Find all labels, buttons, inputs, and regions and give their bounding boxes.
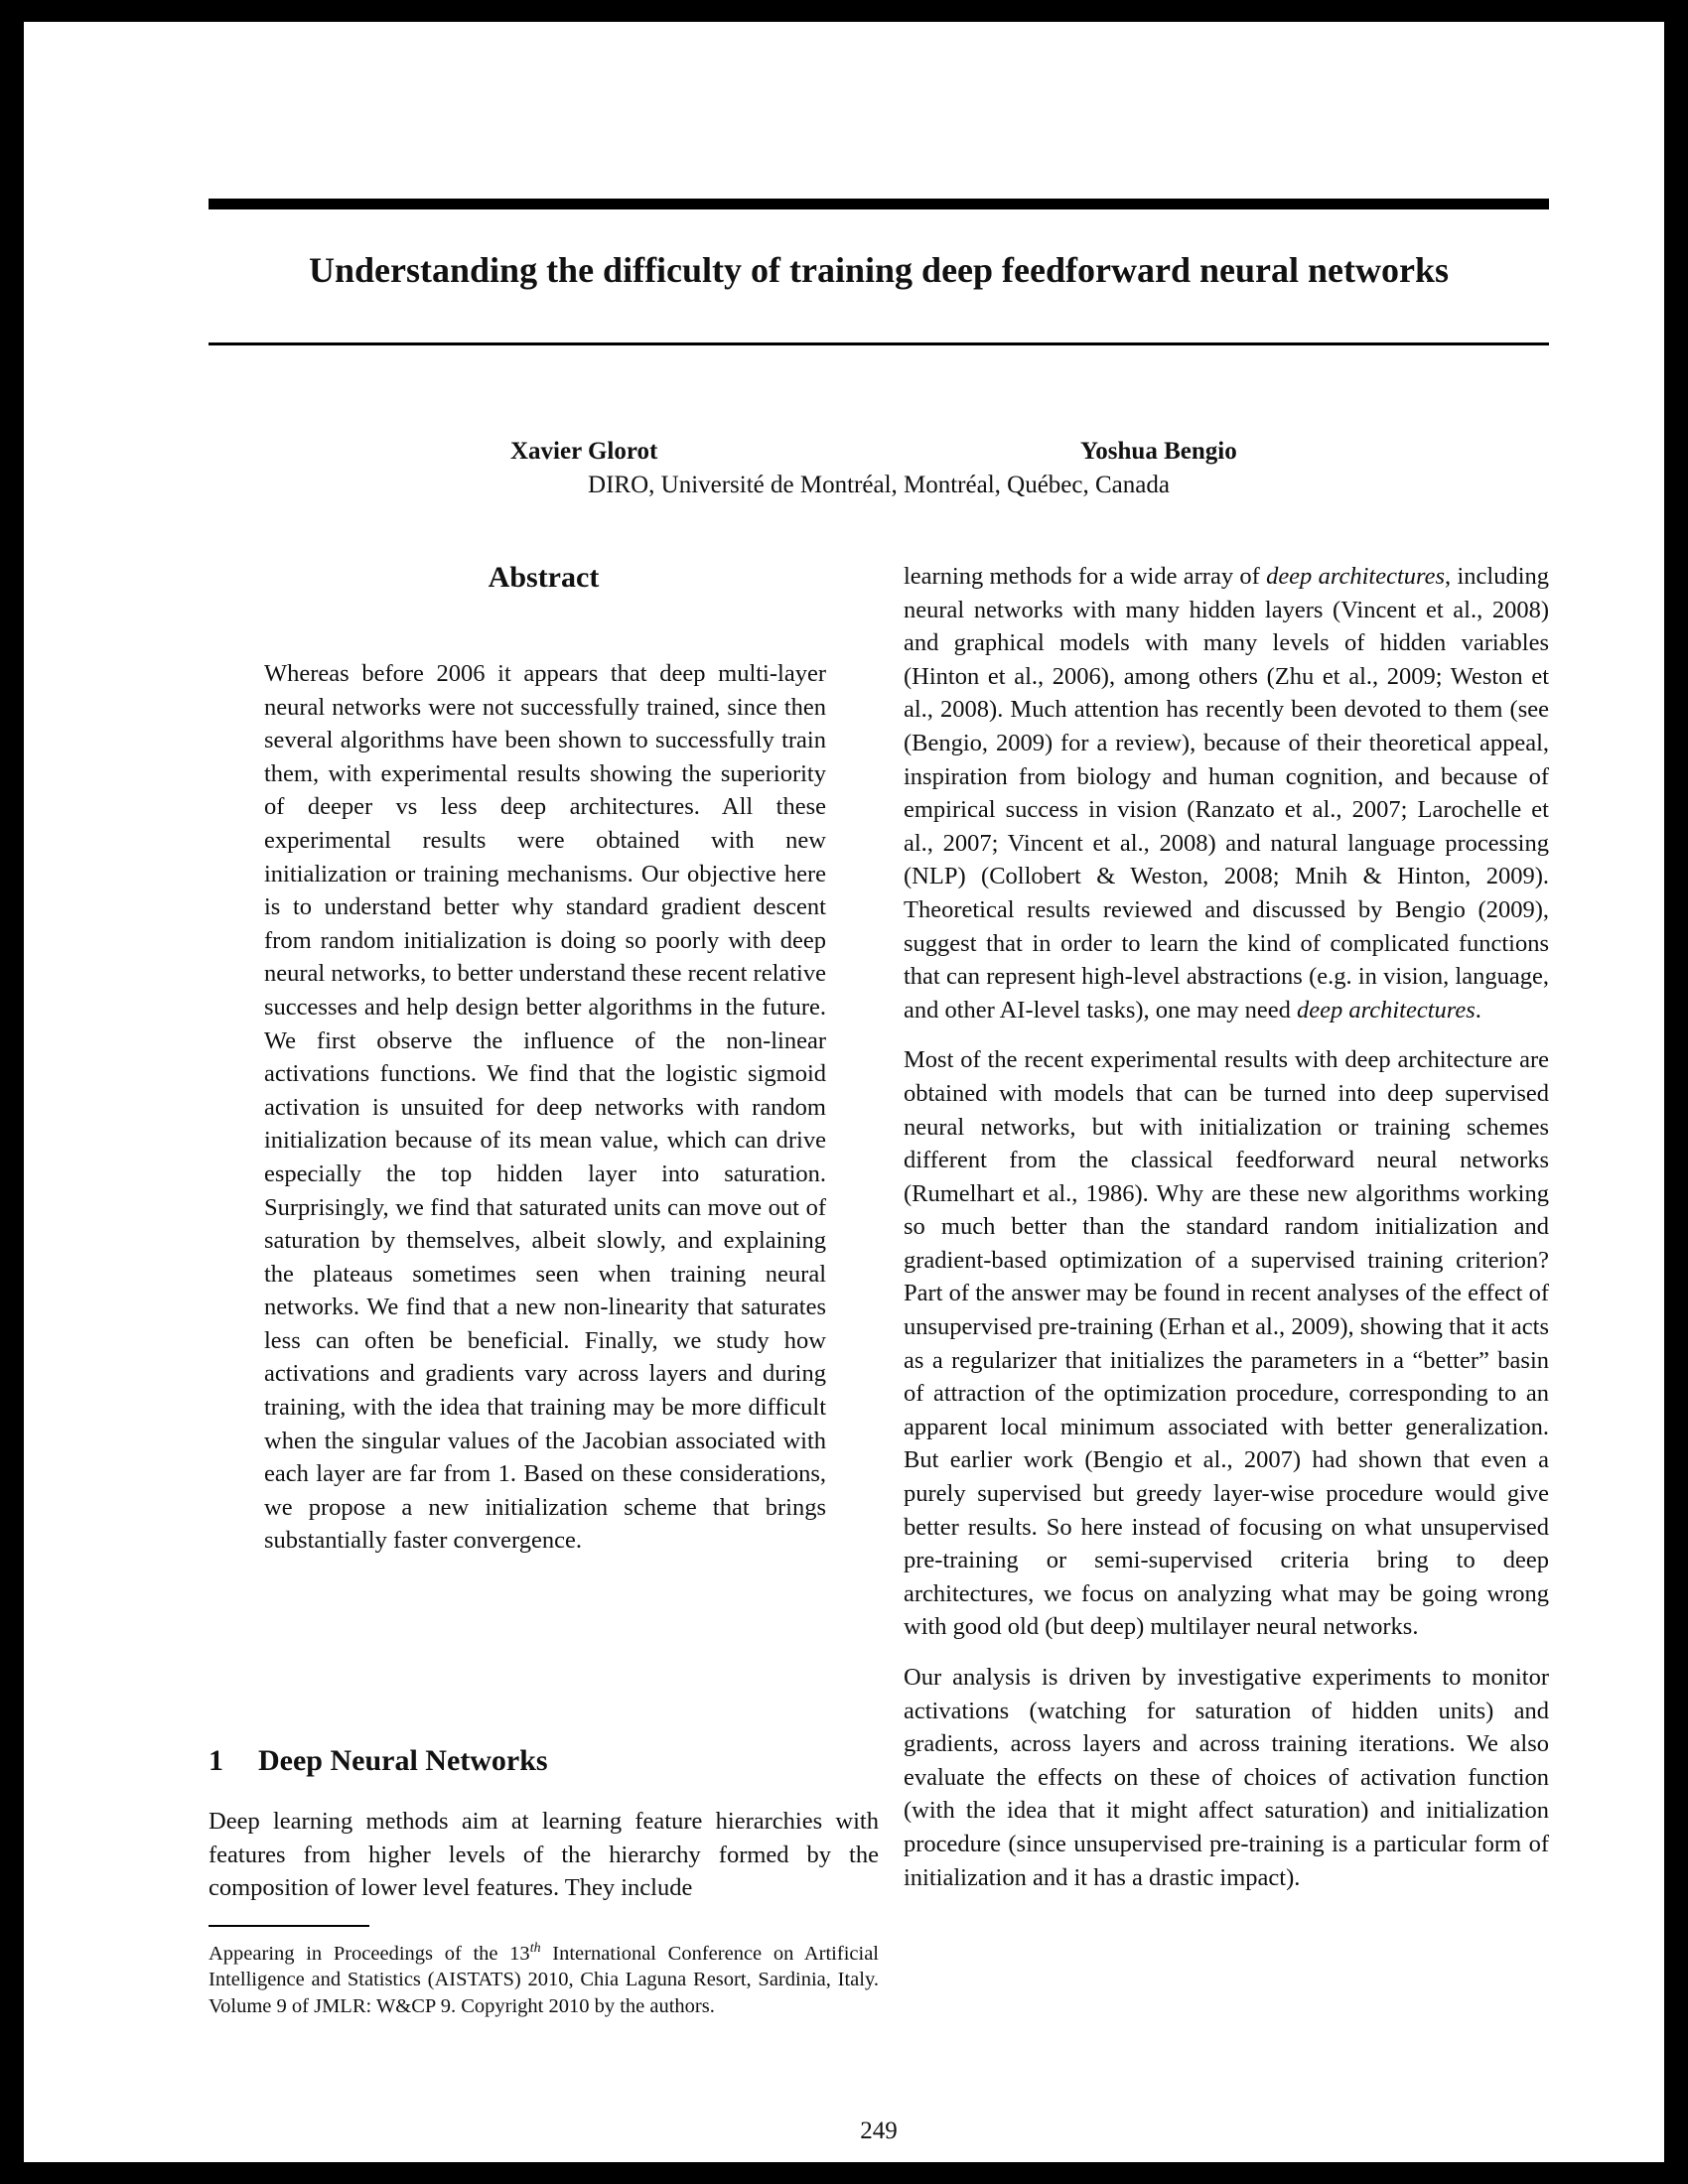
footnote-text: International Conference on Artificial Intelligence and Statistics (AISTATS) 2010, Chia Laguna Resort, Sardinia, Italy. Volume 9 of JMLR: W&CP 9. Copyright 2010 by the authors. xyxy=(209,1942,879,2017)
author-affiliation: DIRO, Université de Montréal, Montréal, Québec, Canada xyxy=(588,472,1170,498)
emphasis-text: deep architectures xyxy=(1296,996,1476,1024)
paper-page xyxy=(24,22,1664,2162)
abstract-text: Whereas before 2006 it appears that deep multi-layer neural networks were not successfully trained, since then several algorithms have been shown to successfully train them, with experimental results showing the superiority of deeper vs less deep architectures. All these experimental results were obtained with new initialization or training mechanisms. Our objective here is to understand better why standard gradient descent from random initialization is doing so poorly with deep neural networks, to better understand these recent relative successes and help design better algorithms in the future. We first observe the influence of the non-linear activations functions. We find that the logistic sigmoid activation is unsuited for deep networks with random initialization because of its mean value, which can drive especially the top hidden layer into saturation. Surprisingly, we find that saturated units can move out of saturation by themselves, albeit slowly, and explaining the plateaus sometimes seen when training neural networks. We find that a new non-linearity that saturates less can often be beneficial. Finally, we study how activations and gradients vary across layers and during training, with the idea that training may be more difficult when the singular values of the Jacobian associated with each layer are far from 1. Based on these considerations, we propose a new initialization scheme that brings substantially faster convergence. xyxy=(264,660,826,1555)
author-name: Yoshua Bengio xyxy=(1080,438,1237,465)
title-top-rule xyxy=(209,199,1549,209)
body-paragraph: Our analysis is driven by investigative experiments to monitor activations (watching for saturation of hidden units) and gradients, across layers and across training iterations. We also evaluate the effects on these of choices of activation function (with the idea that it might affect saturation) and initialization procedure (since unsupervised pre-training is a particular form of initialization and it has a drastic impact). xyxy=(904,1664,1549,1891)
body-paragraph xyxy=(904,560,1549,1026)
body-text: , including neural networks with many hidden layers (Vincent et al., 2008) and graphical models with many levels of hidden variables (Hinton et al., 2006), among others (Zhu et al., 2009; Weston et al., 2008). Much attention has recently been devoted to them (see (Bengio, 2009) for a review), because of their theoretical appeal, inspiration from biology and human cognition, and because of empirical success in vision (Ranzato et al., 2007; Larochelle et al., 2007; Vincent et al., 2008) and natural language processing (NLP) (Collobert & Weston, 2008; Mnih & Hinton, 2009). Theoretical results reviewed and discussed by Bengio (2009), suggest that in order to learn the kind of complicated functions that can represent high-level abstractions (e.g. in vision, language, and other AI-level tasks), one may need xyxy=(904,563,1549,1024)
body-text: . xyxy=(1475,996,1481,1024)
body-text: learning methods for a wide array of xyxy=(904,563,1267,590)
abstract-heading: Abstract xyxy=(488,561,600,594)
page-number: 249 xyxy=(860,2117,898,2144)
section-number: 1 xyxy=(209,1744,223,1777)
title-bottom-rule xyxy=(209,342,1549,345)
footnote-rule xyxy=(209,1925,369,1927)
body-paragraph: Most of the recent experimental results with deep architecture are obtained with models that can be turned into deep supervised neural networks, but with initialization or training schemes different from the classical feedforward neural networks (Rumelhart et al., 1986). Why are these new algorithms working so much better than the standard random initialization and gradient-based optimization of a supervised training criterion? Part of the answer may be found in recent analyses of the effect of unsupervised pre-training (Erhan et al., 2009), showing that it acts as a regularizer that initializes the parameters in a “better” basin of attraction of the optimization procedure, corresponding to an apparent local minimum associated with better generalization. But earlier work (Bengio et al., 2007) had shown that even a purely supervised but greedy layer-wise procedure would give better results. So here instead of focusing on what unsupervised pre-training or semi-supervised criteria bring to deep architectures, we focus on analyzing what may be going wrong with good old (but deep) multilayer neural networks. xyxy=(904,1046,1549,1641)
author-name: Xavier Glorot xyxy=(510,438,658,465)
section-title: Deep Neural Networks xyxy=(258,1744,548,1777)
footnote-text: Appearing in Proceedings of the 13 xyxy=(209,1942,530,1965)
paper-title: Understanding the difficulty of training deep feedforward neural networks xyxy=(309,250,1449,290)
section-paragraph: Deep learning methods aim at learning feature hierarchies with features from higher levels of the hierarchy formed by the composition of lower level features. They include xyxy=(209,1808,879,1902)
emphasis-text: deep architectures xyxy=(1266,563,1446,590)
footnote xyxy=(209,1936,879,2019)
right-column xyxy=(904,560,1549,1911)
section-heading xyxy=(209,1741,879,1781)
footnote-superscript: th xyxy=(529,1941,541,1956)
